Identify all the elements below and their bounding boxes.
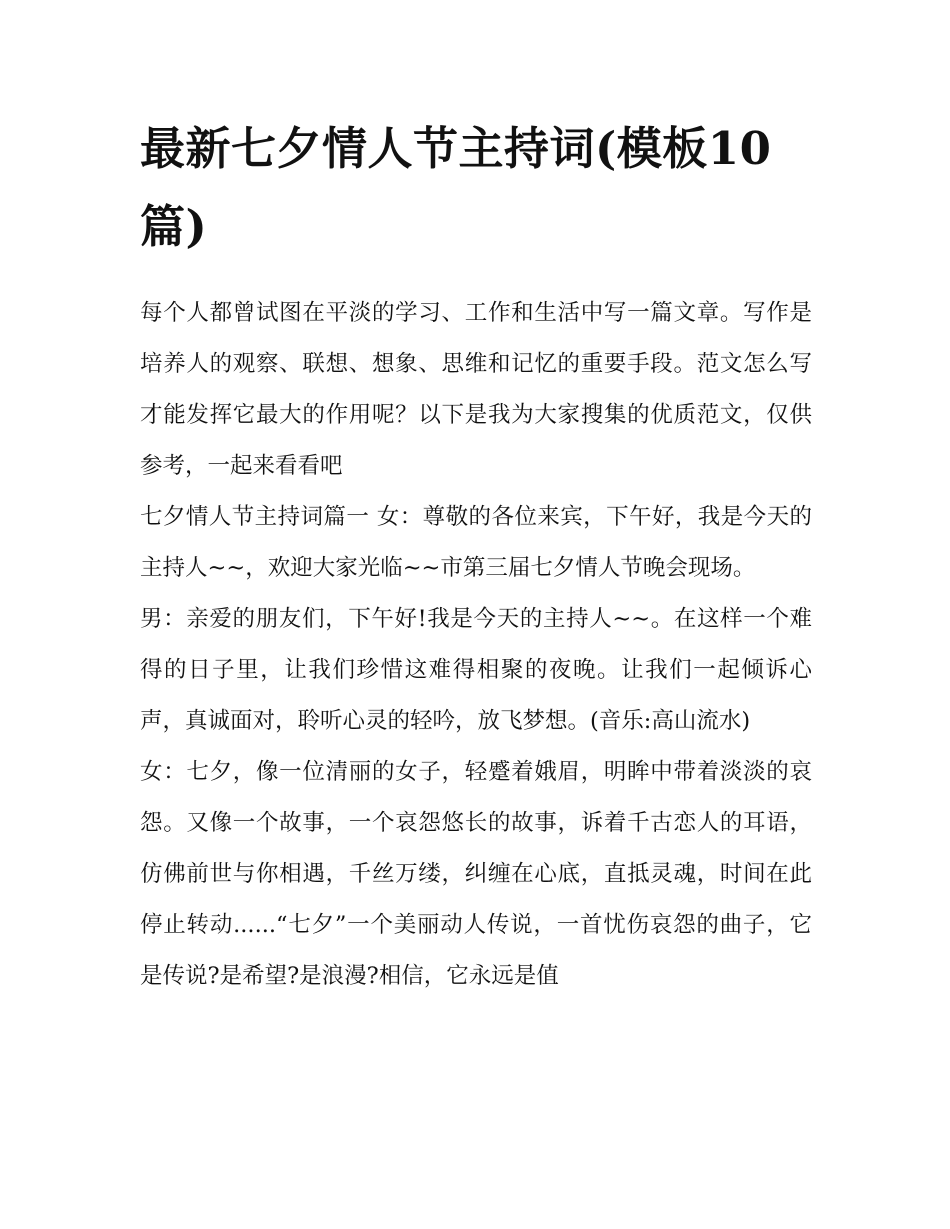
host-speech-female-opening: 七夕情人节主持词篇一 女：尊敬的各位来宾，下午好，我是今天的主持人~~，欢迎大家光临~~市第三届七夕情人节晚会现场。 xyxy=(140,504,812,581)
document-page xyxy=(140,110,812,1002)
document-title: 最新七夕情人节主持词(模板10篇) xyxy=(140,122,772,253)
host-speech-male-opening: 男：亲爱的朋友们，下午好!我是今天的主持人~~。在这样一个难得的日子里，让我们珍惜这难得相聚的夜晚。让我们一起倾诉心声，真诚面对，聆听心灵的轻吟，放飞梦想。(音乐:高山流水) xyxy=(140,606,812,734)
host-speech-female-qixi: 女：七夕，像一位清丽的女子，轻蹙着娥眉，明眸中带着淡淡的哀怨。又像一个故事，一个哀怨悠长的故事，诉着千古恋人的耳语，仿佛前世与你相遇，千丝万缕，纠缠在心底，直抵灵魂，时间在此停止转动......“七夕”一个美丽动人传说，一首忧伤哀怨的曲子，它是传说?是希望?是浪漫?相信，它永远是值 xyxy=(140,759,812,989)
intro-paragraph: 每个人都曾试图在平淡的学习、工作和生活中写一篇文章。写作是培养人的观察、联想、想象、思维和记忆的重要手段。范文怎么写才能发挥它最大的作用呢？以下是我为大家搜集的优质范文，仅供参考，一起来看看吧 xyxy=(140,300,812,479)
